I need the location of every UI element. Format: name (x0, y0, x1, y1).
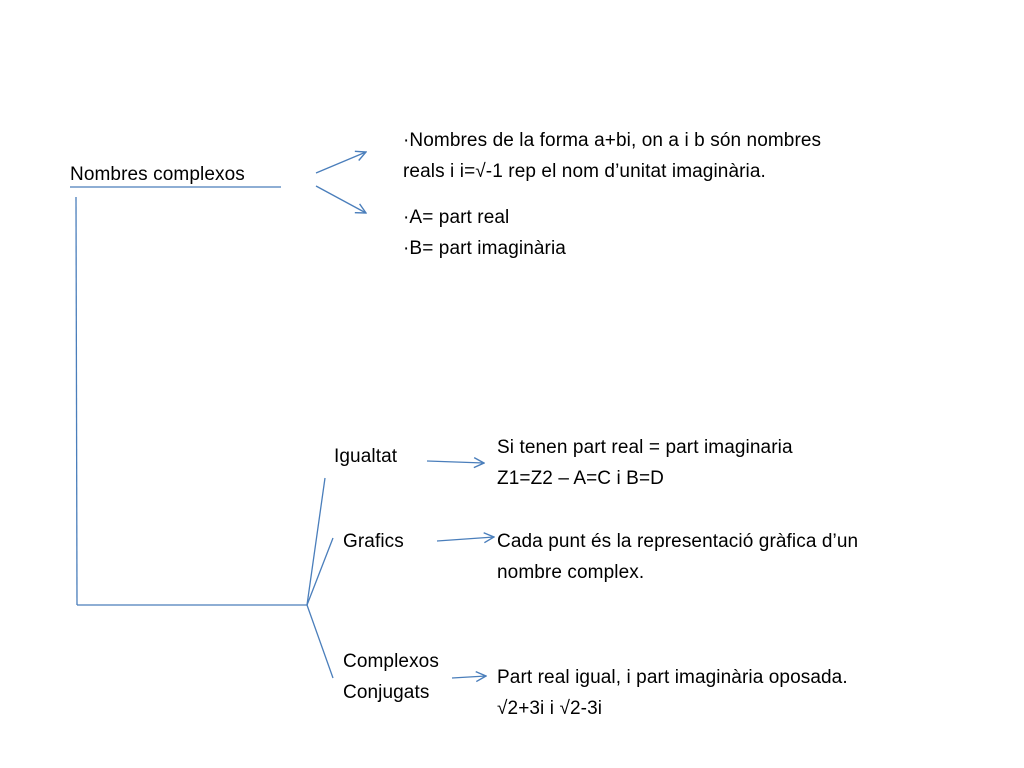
branch-label-line: Igualtat (334, 446, 398, 467)
root-node (70, 159, 245, 190)
fan-line-igualtat (307, 478, 325, 605)
part-imaginary-line: ·B= part imaginària (403, 238, 566, 259)
part-real-line: ·A= part real (403, 207, 510, 228)
fan-line-grafics (307, 538, 333, 605)
trunk-vertical-line (76, 197, 77, 605)
arrow-grafics-detail (437, 537, 494, 541)
branch-detail-complexos-conjugats (497, 662, 848, 724)
root-label: Nombres complexos (70, 164, 245, 185)
detail-line: nombre complex. (497, 562, 645, 583)
branch-label-complexos-conjugats (343, 646, 439, 708)
detail-line: Cada punt és la representació gràfica d’un (497, 531, 859, 552)
arrow-igualtat-detail (427, 461, 484, 463)
branch-label-igualtat (334, 441, 397, 472)
definition-line: reals i i=√-1 rep el nom d’unitat imaginària. (403, 161, 766, 182)
branch-label-line: Grafics (343, 531, 404, 552)
detail-line: Z1=Z2 – A=C i B=D (497, 468, 664, 489)
definition-text (403, 125, 821, 187)
definition-line: ·Nombres de la forma a+bi, on a i b són nombres (403, 130, 822, 151)
arrow-to-definition (316, 152, 366, 173)
parts-text (403, 202, 566, 264)
detail-line: Si tenen part real = part imaginaria (497, 437, 793, 458)
fan-line-complexos (307, 605, 333, 678)
branch-label-line: Complexos (343, 651, 439, 672)
detail-line: √2+3i i √2-3i (497, 698, 603, 719)
arrow-to-parts (316, 186, 366, 213)
branch-label-grafics (343, 526, 404, 557)
branch-label-line: Conjugats (343, 682, 430, 703)
branch-detail-igualtat (497, 432, 793, 494)
arrow-complexos-detail (452, 676, 486, 678)
branch-detail-grafics (497, 526, 858, 588)
detail-line: Part real igual, i part imaginària oposada. (497, 667, 848, 688)
